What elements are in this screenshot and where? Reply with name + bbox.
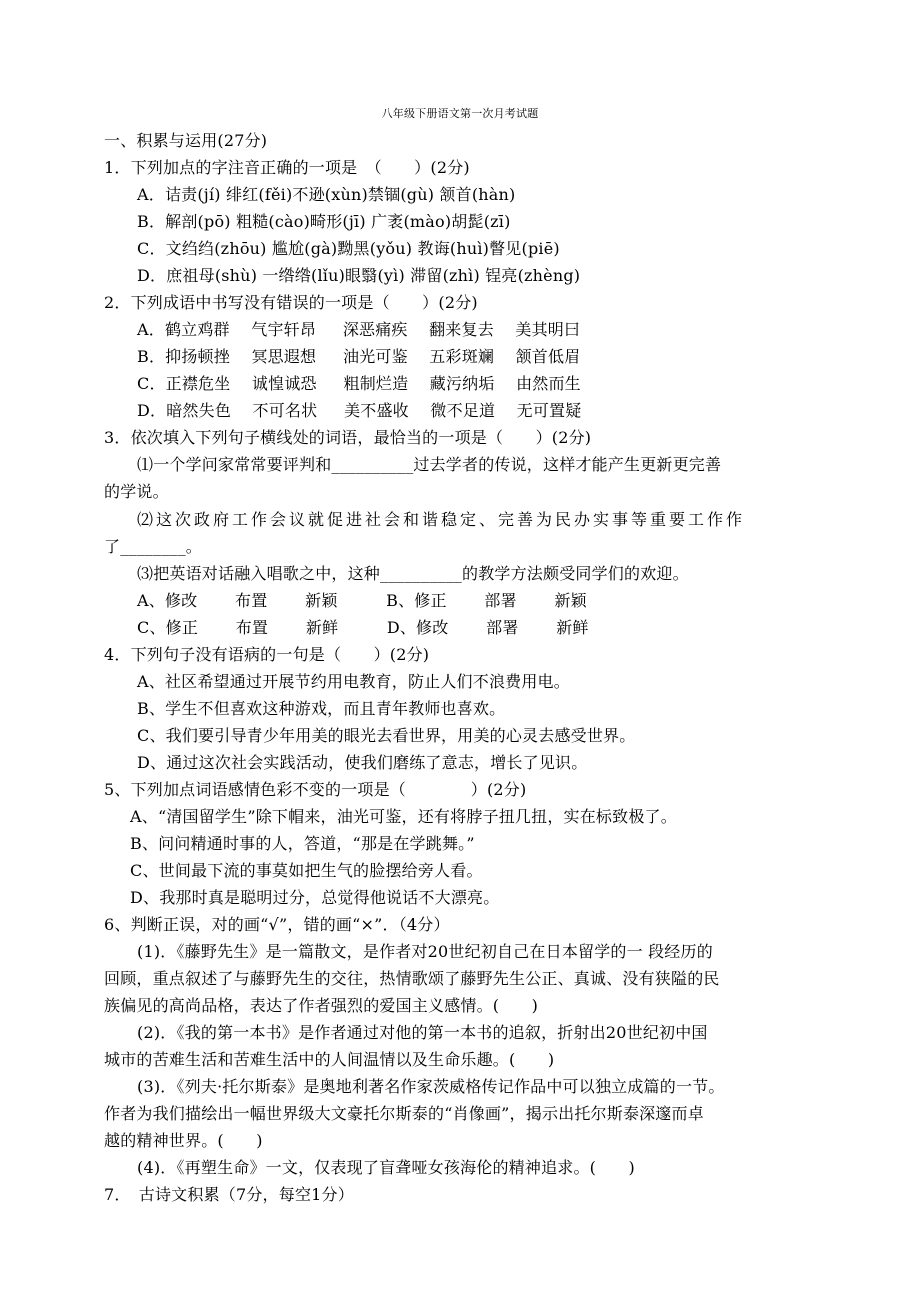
q3-options-cd: C、修正 布置 新鲜 D、修改 部署 新鲜 [137,618,589,637]
q2-option-c: C．正襟危坐 诚惶诚恐 粗制烂造 藏污纳垢 由然而生 [137,374,581,393]
q5-stem: 5、下列加点词语感情色彩不变的一项是（ ）(2分) [104,780,527,799]
q3-sentence-3: ⑶把英语对话融入唱歌之中，这种__________的教学方法颇受同学们的欢迎。 [137,564,689,583]
q4-option-d: D、通过这次社会实践活动，使我们磨练了意志，增长了见识。 [137,753,588,772]
q4-option-b: B、学生不但喜欢这种游戏，而且青年教师也喜欢。 [137,699,506,718]
q6-stem: 6、判断正误，对的画“√”，错的画“×”．（4分） [104,915,450,934]
q6-item-3-end: 越的精神世界。( ) [104,1131,263,1150]
q4-option-a: A、社区希望通过开展节约用电教育，防止人们不浪费用电。 [137,672,570,691]
q4-stem: 4．下列句子没有语病的一句是（ ）(2分) [104,645,430,664]
q6-item-3-cont: 作者为我们描绘出一幅世界级大文豪托尔斯泰的“肖像画”，揭示出托尔斯泰深邃而卓 [104,1104,704,1123]
q3-options-ab: A、修改 布置 新颖 B、修正 部署 新颖 [137,591,587,610]
q1-option-b: B．解剖(pō) 粗糙(cào)畸形(jī) 广袤(mào)胡髭(zī) [137,212,511,231]
q3-stem: 3．依次填入下列句子横线处的词语，最恰当的一项是（ ）(2分) [104,428,592,447]
q1-stem: 1．下列加点的字注音正确的一项是 （ ）(2分) [104,158,470,177]
q5-option-a: A、“清国留学生”除下帽来，油光可鉴，还有将脖子扭几扭，实在标致极了。 [130,807,677,826]
q2-option-a: A．鹤立鸡群 气宇轩昂 深恶痛疾 翻来复去 美其明曰 [137,320,581,339]
q3-sentence-1-cont: 的学说。 [104,482,169,501]
q5-option-b: B、问问精通时事的人，答道，“那是在学跳舞。” [130,834,475,853]
q2-option-b: B．抑扬顿挫 冥思遐想 油光可鉴 五彩斑斓 颔首低眉 [137,347,581,366]
q3-sentence-2: ⑵这次政府工作会议就促进社会和谐稳定、完善为民办实事等重要工作作 [137,510,746,529]
q4-option-c: C、我们要引导青少年用美的眼光去看世界，用美的心灵去感受世界。 [137,726,636,745]
section-heading: 一、积累与运用(27分) [104,131,268,150]
q6-item-1-cont: 回顾，重点叙述了与藤野先生的交往，热情歌颂了藤野先生公正、真诚、没有狭隘的民 [104,969,720,988]
q7-stem: 7． 古诗文积累（7分，每空1分） [104,1185,354,1204]
q6-item-1: (1)．《藤野先生》是一篇散文，是作者对20世纪初自己在日本留学的一 段经历的 [137,942,713,961]
q5-option-c: C、世间最下流的事莫如把生气的脸摆给旁人看。 [130,861,483,880]
q6-item-2: (2)．《我的第一本书》是作者通过对他的第一本书的追叙，折射出20世纪初中国 [137,1023,708,1042]
q1-option-a: A．诘责(jí) 绯红(fěi)不逊(xùn)禁锢(gù) 颔首(hàn) [137,185,516,204]
q2-option-d: D．暗然失色 不可名状 美不盛收 微不足道 无可置疑 [137,401,582,420]
q1-option-d: D．庶祖母(shù) 一绺绺(lǐu)眼翳(yì) 滞留(zhì) 锃亮(zhèng) [137,266,581,285]
q2-stem: 2．下列成语中书写没有错误的一项是（ ）(2分) [104,293,478,312]
q3-sentence-1: ⑴一个学问家常常要评判和__________过去学者的传说，这样才能产生更新更完善 [137,455,722,474]
q1-option-c: C．文绉绉(zhōu) 尴尬(gà)黝黑(yǒu) 教诲(huì)瞥见(piē) [137,239,560,258]
exam-title: 八年级下册语文第一次月考试题 [381,107,539,120]
q3-sentence-2-cont: 了________。 [104,537,203,556]
q6-item-2-cont: 城市的苦难生活和苦难生活中的人间温情以及生命乐趣。( ) [104,1050,555,1069]
q6-item-1-end: 族偏见的高尚品格，表达了作者强烈的爱国主义感情。( ) [104,996,539,1015]
q6-item-4: (4)．《再塑生命》一文，仅表现了盲聋哑女孩海伦的精神追求。( ) [137,1158,635,1177]
q5-option-d: D、我那时真是聪明过分，总觉得他说话不大漂亮。 [130,888,500,907]
q6-item-3: (3)．《列夫·托尔斯泰》是奥地利著名作家茨威格传记作品中可以独立成篇的一节。 [137,1077,725,1096]
